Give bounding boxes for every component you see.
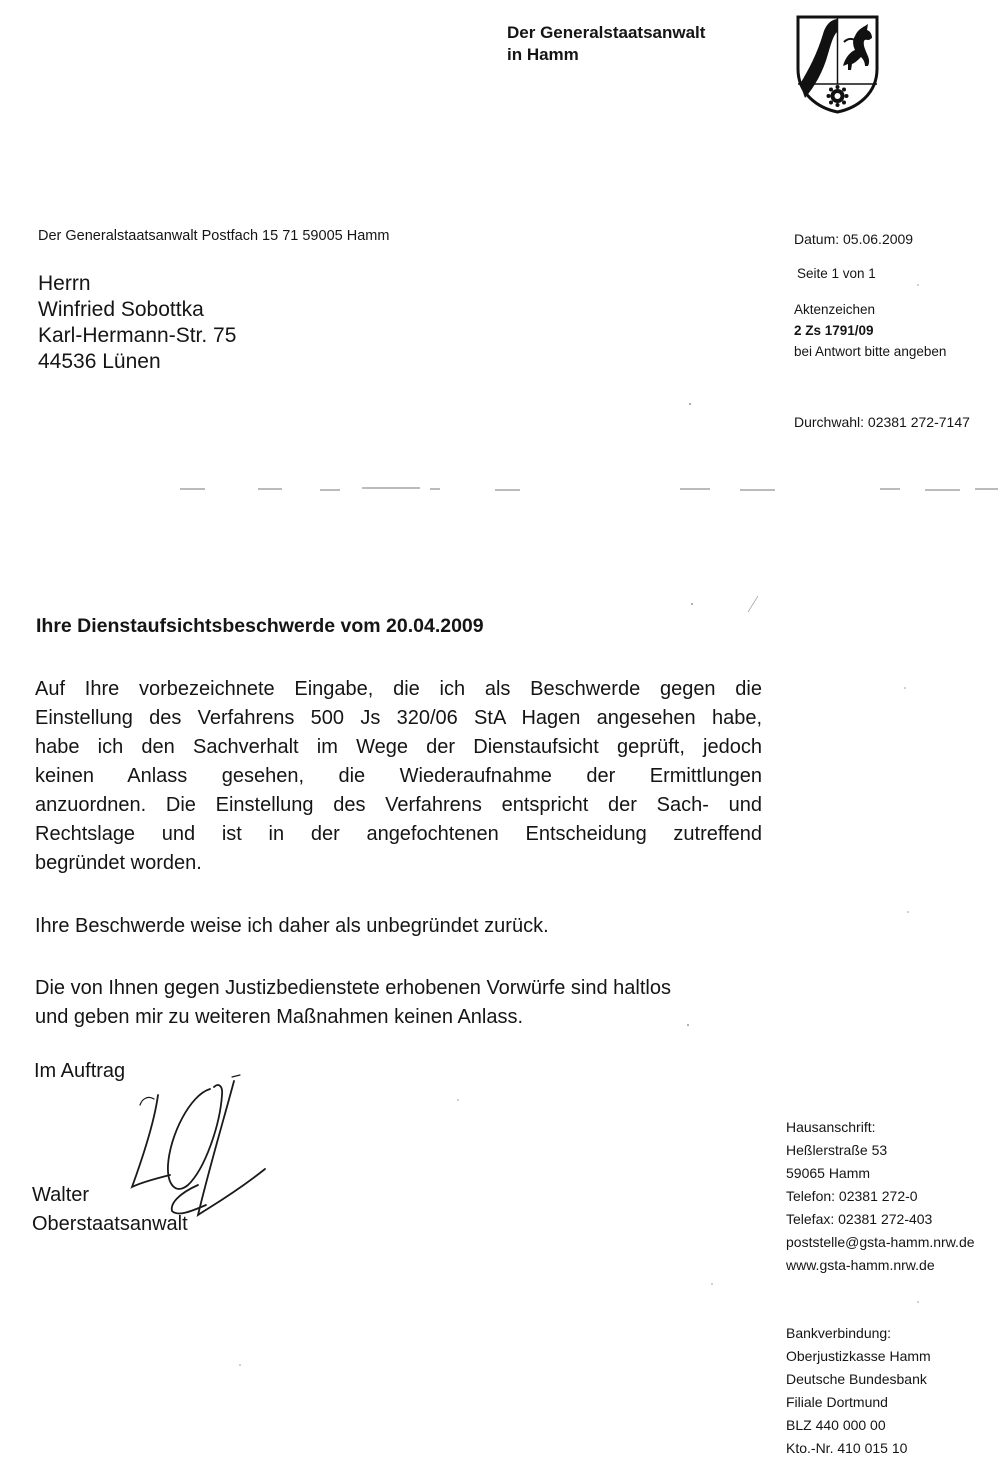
body-line: Einstellung des Verfahrens 500 Js 320/06 StA Hagen angesehen habe, [35, 707, 762, 729]
nrw-coat-of-arms-icon [795, 14, 880, 114]
bank-details-block [786, 1322, 931, 1460]
body-paragraph-decision: Ihre Beschwerde weise ich daher als unbegründet zurück. [35, 915, 549, 937]
footer-line: Telefax: 02381 272-403 [786, 1211, 933, 1227]
body-line: Rechtslage und ist in der angefochtenen Entscheidung zutreffend [35, 823, 762, 845]
body-line: Auf Ihre vorbezeichnete Eingabe, die ich als Beschwerde gegen die [35, 678, 762, 700]
footer-line: Hausanschrift: [786, 1119, 876, 1135]
body-line: anzuordnen. Die Einstellung des Verfahrens entspricht der Sach- und [35, 794, 762, 816]
recipient-address [38, 271, 236, 375]
footer-line: 59065 Hamm [786, 1165, 871, 1181]
body-paragraph [35, 675, 762, 878]
footer-line: Bankverbindung: [786, 1325, 892, 1341]
footer-line: Filiale Dortmund [786, 1394, 888, 1410]
sender-return-address: Der Generalstaatsanwalt Postfach 15 71 59005 Hamm [38, 228, 390, 244]
recipient-street: Karl-Hermann-Str. 75 [38, 324, 237, 347]
scan-fold-line [0, 480, 1000, 500]
footer-email: poststelle@gsta-hamm.nrw.de [786, 1234, 975, 1250]
footer-line: Oberjustizkasse Hamm [786, 1348, 931, 1364]
reference-note: bei Antwort bitte angeben [794, 344, 947, 359]
footer-line: Telefon: 02381 272-0 [786, 1188, 918, 1204]
signer-block [32, 1181, 188, 1239]
signer-name: Walter [32, 1184, 90, 1206]
body-line: keinen Anlass gesehen, die Wiederaufnahme der Ermittlungen [35, 765, 762, 787]
body-line: begründet worden. [35, 852, 202, 874]
reference-label: Aktenzeichen [794, 302, 876, 317]
footer-line: Deutsche Bundesbank [786, 1371, 927, 1387]
reference-block [794, 299, 946, 362]
recipient-salutation: Herrn [38, 272, 91, 295]
authority-city: in Hamm [507, 45, 579, 64]
footer-website: www.gsta-hamm.nrw.de [786, 1257, 935, 1273]
recipient-name: Winfried Sobottka [38, 298, 204, 321]
footer-line: Kto.-Nr. 410 015 10 [786, 1440, 908, 1456]
authority-name: Der Generalstaatsanwalt [507, 23, 706, 42]
body-line: Die von Ihnen gegen Justizbedienstete erhobenen Vorwürfe sind haltlos [35, 977, 671, 999]
signer-title: Oberstaatsanwalt [32, 1213, 188, 1235]
letter-date: Datum: 05.06.2009 [794, 231, 914, 247]
recipient-city: 44536 Lünen [38, 350, 161, 373]
body-line: habe ich den Sachverhalt im Wege der Dienstaufsicht geprüft, jedoch [35, 736, 762, 758]
footer-line: Heßlerstraße 53 [786, 1142, 888, 1158]
page-count: Seite 1 von 1 [797, 266, 876, 281]
direct-dial: Durchwahl: 02381 272-7147 [794, 414, 970, 430]
body-paragraph-final [35, 974, 762, 1032]
reference-number: 2 Zs 1791/09 [794, 323, 874, 338]
authority-heading [507, 22, 705, 66]
letter-subject: Ihre Dienstaufsichtsbeschwerde vom 20.04.2009 [36, 615, 484, 637]
office-address-block [786, 1116, 975, 1277]
body-line: und geben mir zu weiteren Maßnahmen keinen Anlass. [35, 1006, 524, 1028]
closing-phrase: Im Auftrag [34, 1060, 126, 1082]
footer-line: BLZ 440 000 00 [786, 1417, 886, 1433]
